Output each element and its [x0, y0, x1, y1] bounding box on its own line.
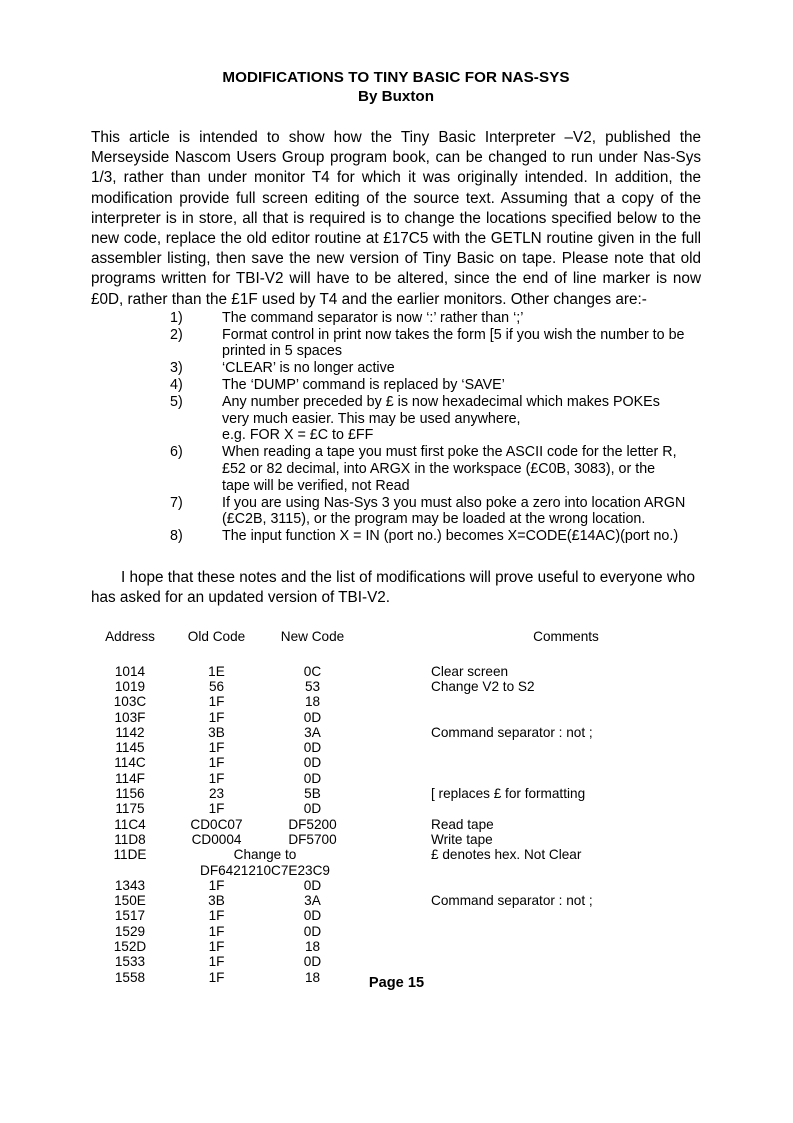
cell-spacer — [361, 847, 431, 878]
cell-new-code: 3A — [304, 724, 321, 740]
list-item-line: When reading a tape you must first poke the ASCII code for the letter R, — [222, 444, 677, 461]
cell-comments: Change V2 to S2 — [431, 678, 535, 694]
cell-address: 1517 — [114, 908, 146, 924]
cell-comments: [ replaces £ for formatting — [431, 786, 586, 802]
table-row — [91, 817, 701, 832]
table-spacer-row — [91, 648, 701, 663]
closing-paragraph: I hope that these notes and the list of modifications will prove useful to everyone who has asked for an updated version of TBI-V2. — [91, 568, 695, 607]
list-item-line: Any number preceded by £ is now hexadecimal which makes POKEs — [222, 393, 660, 410]
table-row — [91, 893, 701, 908]
cell-address: 1145 — [115, 740, 145, 756]
cell-spacer — [361, 664, 431, 679]
document-title-block — [91, 68, 701, 106]
list-item-continuation-line: printed in 5 spaces — [222, 343, 343, 360]
cell-comments — [431, 801, 701, 816]
cell-comments — [431, 939, 701, 954]
cell-old-code: CD0C07 — [190, 816, 243, 832]
list-item — [91, 528, 701, 545]
cell-old-code: 1F — [208, 939, 225, 955]
cell-new-code: 18 — [304, 694, 321, 710]
cell-spacer — [361, 694, 431, 709]
list-item-line: The command separator is now ‘:’ rather than ‘;’ — [222, 309, 524, 326]
cell-spacer — [361, 954, 431, 969]
list-item — [91, 377, 701, 394]
cell-comments — [431, 771, 701, 786]
list-item-continuation-line: (£C2B, 3115), or the program may be loaded at the wrong location. — [222, 511, 646, 528]
cell-spacer — [361, 755, 431, 770]
modifications-table-wrap — [91, 629, 701, 985]
cell-new-code: DF5200 — [288, 816, 337, 832]
list-item-continuation-line: very much easier. This may be used anywhere, — [222, 410, 521, 427]
cell-old-code: 1F — [208, 801, 225, 817]
cell-new-code: 18 — [304, 939, 321, 955]
cell-spacer — [361, 939, 431, 954]
column-header-comments: Comments — [533, 629, 599, 645]
cell-new-code: 0D — [303, 801, 322, 817]
table-row — [91, 679, 701, 694]
cell-old-code: 3B — [208, 724, 225, 740]
cell-old-code: 1F — [208, 877, 225, 893]
page-title: MODIFICATIONS TO TINY BASIC FOR NAS-SYS — [222, 69, 570, 86]
cell-comments — [431, 908, 701, 923]
cell-old-code: 1F — [208, 770, 225, 786]
cell-new-code: 0D — [303, 755, 322, 771]
cell-new-code: 0D — [303, 908, 322, 924]
list-item — [91, 327, 701, 361]
cell-spacer — [361, 908, 431, 923]
cell-comments: Read tape — [431, 816, 494, 832]
cell-address: 11D8 — [114, 831, 146, 847]
list-item-text — [222, 444, 701, 494]
cell-address: 152D — [113, 939, 147, 955]
cell-spacer — [361, 817, 431, 832]
cell-new-code: 0D — [303, 877, 322, 893]
list-item-marker: 7) — [170, 494, 183, 511]
cell-address: 11C4 — [114, 816, 146, 832]
list-item-continuation-line: e.g. FOR X = £C to £FF — [222, 427, 374, 444]
list-item-text — [222, 528, 701, 545]
cell-new-code: 0D — [303, 954, 322, 970]
closing-paragraph-wrap — [91, 568, 701, 608]
cell-address: 1019 — [114, 678, 146, 694]
cell-address: 1175 — [115, 801, 145, 817]
cell-address: 1343 — [114, 877, 146, 893]
list-item-continuation-line: £52 or 82 decimal, into ARGX in the workspace (£C0B, 3083), or the — [222, 461, 656, 477]
list-item-marker: 1) — [170, 309, 183, 326]
cell-spacer — [361, 710, 431, 725]
cell-new-code: 53 — [304, 678, 321, 694]
column-header-old-code: Old Code — [187, 629, 246, 645]
list-item-line: If you are using Nas-Sys 3 you must also poke a zero into location ARGN — [222, 494, 686, 511]
table-row — [91, 771, 701, 786]
table-row — [91, 908, 701, 923]
cell-address: 103C — [113, 694, 147, 710]
table-row — [91, 725, 701, 740]
cell-new-code: 0D — [303, 709, 322, 725]
cell-new-code: 18 — [304, 969, 321, 985]
list-item-text — [222, 394, 701, 444]
list-item-line: ‘CLEAR’ is no longer active — [222, 360, 395, 377]
cell-old-code: 1F — [208, 694, 225, 710]
table-row — [91, 954, 701, 969]
column-header-address: Address — [105, 629, 155, 645]
modifications-table — [91, 629, 701, 985]
cell-spacer — [361, 893, 431, 908]
cell-address: 103F — [114, 709, 146, 725]
table-header-row — [91, 629, 701, 648]
column-header-new-code: New Code — [280, 629, 345, 645]
cell-spacer — [361, 786, 431, 801]
cell-old-code: 1F — [208, 740, 225, 756]
cell-address: 114C — [114, 755, 146, 771]
column-header-spacer — [361, 629, 431, 648]
list-item — [91, 495, 701, 529]
cell-new-code: 3A — [304, 893, 321, 909]
list-item-marker: 4) — [170, 377, 183, 394]
table-row — [91, 878, 701, 893]
cell-comments — [431, 694, 701, 709]
table-row — [91, 694, 701, 709]
cell-address: 1014 — [114, 663, 146, 679]
cell-spacer — [361, 740, 431, 755]
cell-old-code: 1F — [208, 709, 225, 725]
cell-old-code: 1F — [208, 908, 225, 924]
cell-address: 1533 — [114, 954, 146, 970]
list-item-marker: 5) — [170, 393, 183, 410]
list-item — [91, 394, 701, 444]
cell-old-code: Change to DF6421210C7E23C9 — [200, 847, 330, 878]
cell-comments: Clear screen — [431, 663, 509, 679]
cell-address: 1529 — [114, 923, 146, 939]
cell-spacer — [361, 771, 431, 786]
list-item — [91, 360, 701, 377]
cell-old-code: CD0004 — [191, 831, 242, 847]
cell-comments: Command separator : not ; — [431, 893, 593, 909]
cell-address: 1142 — [115, 724, 145, 740]
table-row — [91, 755, 701, 770]
cell-new-code: 0C — [303, 663, 322, 679]
list-item-text — [222, 360, 701, 377]
cell-comments: Command separator : not ; — [431, 724, 593, 740]
cell-old-code: 23 — [208, 786, 225, 802]
table-row — [91, 924, 701, 939]
cell-comments — [431, 924, 701, 939]
list-item-text — [222, 327, 701, 361]
cell-comments — [431, 740, 701, 755]
cell-old-code: 1E — [208, 663, 225, 679]
cell-spacer — [361, 725, 431, 740]
cell-comments — [431, 954, 701, 969]
cell-old-code: 1F — [208, 969, 225, 985]
list-item-continuation-line: tape will be verified, not Read — [222, 477, 410, 494]
author-byline: By Buxton — [358, 88, 434, 105]
cell-address: 11DE — [113, 847, 147, 863]
cell-old-code: 1F — [208, 923, 225, 939]
list-item-text — [222, 495, 701, 529]
table-row — [91, 939, 701, 954]
cell-new-code: 0D — [303, 923, 322, 939]
cell-old-code: 1F — [208, 755, 225, 771]
list-item-marker: 8) — [170, 528, 183, 545]
cell-new-code: 0D — [303, 770, 322, 786]
list-item-text — [222, 310, 701, 327]
list-item-text — [222, 377, 701, 394]
list-item-line: The ‘DUMP’ command is replaced by ‘SAVE’ — [222, 377, 505, 394]
table-row — [91, 832, 701, 847]
table-row — [91, 740, 701, 755]
cell-new-code: 0D — [303, 740, 322, 756]
cell-comments — [431, 710, 701, 725]
cell-comments — [431, 878, 701, 893]
cell-new-code: DF5700 — [288, 831, 337, 847]
table-row — [91, 786, 701, 801]
cell-spacer — [361, 924, 431, 939]
cell-comments — [431, 755, 701, 770]
cell-new-code: 5B — [304, 786, 321, 802]
cell-spacer — [361, 679, 431, 694]
list-item — [91, 444, 701, 494]
table-row — [91, 664, 701, 679]
document-content — [91, 68, 701, 985]
list-item-line: The input function X = IN (port no.) becomes X=CODE(£14AC)(port no.) — [222, 528, 679, 545]
cell-spacer — [361, 832, 431, 847]
table-body — [91, 648, 701, 985]
table-header — [91, 629, 701, 648]
cell-comments: Write tape — [431, 831, 493, 847]
cell-address: 114F — [115, 770, 145, 786]
cell-address: 150E — [114, 893, 146, 909]
cell-old-code: 56 — [208, 678, 225, 694]
table-row — [91, 801, 701, 816]
table-row — [91, 847, 701, 878]
page-footer: Page 15 — [368, 975, 425, 991]
list-item-line: Format control in print now takes the form [5 if you wish the number to be — [222, 326, 685, 343]
changes-list — [91, 310, 701, 545]
table-row — [91, 710, 701, 725]
list-item — [91, 310, 701, 327]
cell-old-code: 3B — [208, 893, 225, 909]
intro-paragraph: This article is intended to show how the Tiny Basic Interpreter –V2, published the Merseyside Nascom Users Group program book, can be changed to run under Nas-Sys 1/3, rather than under monitor T4 for which it was originally intended. In addition, the modification provide full screen editing of the source text. Assuming that a copy of the interpreter is in store, all that is required is to change the locations specified below to the new code, replace the old editor routine at £17C5 with the GETLN routine given in the full assembler listing, then save the new version of Tiny Basic on tape. Please note that old programs written for TBI-V2 will have to be altered, since the end of line marker is now £0D, rather than the £1F used by T4 and the earlier monitors. Other changes are:- — [91, 129, 701, 308]
cell-address: 1156 — [115, 786, 145, 802]
list-item-marker: 3) — [170, 360, 183, 377]
table-spacer-cell — [91, 648, 701, 663]
cell-spacer — [361, 878, 431, 893]
cell-spacer — [361, 801, 431, 816]
list-item-marker: 6) — [170, 444, 183, 461]
cell-old-code: 1F — [208, 954, 225, 970]
list-item-marker: 2) — [170, 326, 183, 343]
cell-comments: £ denotes hex. Not Clear — [431, 847, 582, 863]
cell-address: 1558 — [114, 969, 146, 985]
